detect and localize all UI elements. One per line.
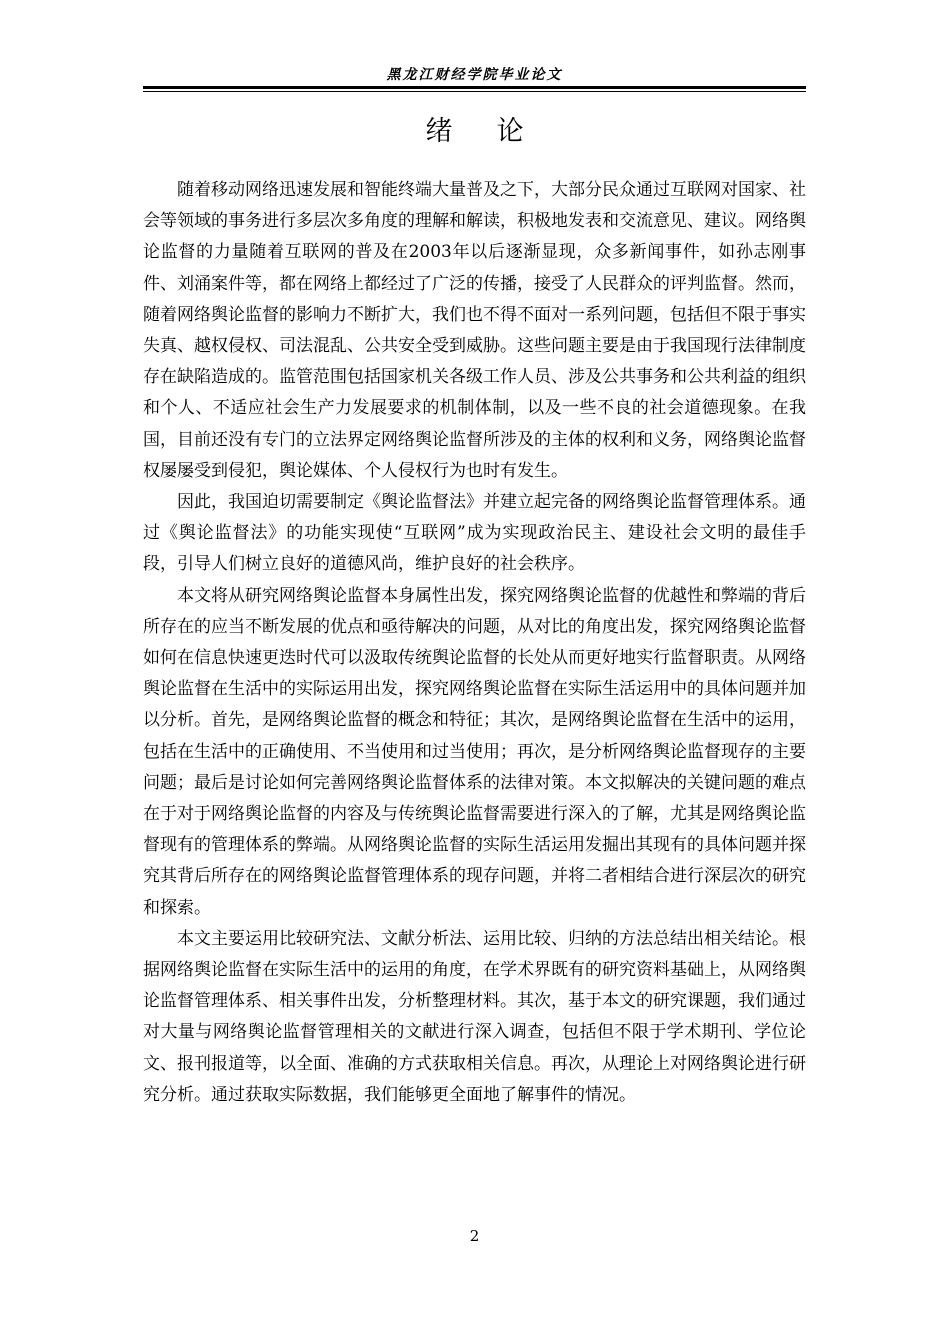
paragraph: 因此，我国迫切需要制定《舆论监督法》并建立起完备的网络舆论监督管理体系。通过《舆论监督法》的功能实现使“互联网”成为实现政治民主、建设社会文明的最佳手段，引导人们树立良好的道德风尚，维护良好的社会秩序。 [143,492,806,575]
body-text [143,175,806,1111]
header-rule-thick [143,86,806,89]
header-rule-thin [143,91,806,92]
paragraph: 本文将从研究网络舆论监督本身属性出发，探究网络舆论监督的优越性和弊端的背后所存在的应当不断发展的优点和亟待解决的问题，从对比的角度出发，探究网络舆论监督如何在信息快速更迭时代可以汲取传统舆论监督的长处从而更好地实行监督职责。从网络舆论监督在生活中的实际运用出发，探究网络舆论监督在实际生活运用中的具体问题并加以分析。首先，是网络舆论监督的概念和特征；其次，是网络舆论监督在生活中的运用，包括在生活中的正确使用、不当使用和过当使用；再次，是分析网络舆论监督现存的主要问题；最后是讨论如何完善网络舆论监督体系的法律对策。本文拟解决的关键问题的难点在于对于网络舆论监督的内容及与传统舆论监督需要进行深入的了解，尤其是网络舆论监督现有的管理体系的弊端。从网络舆论监督的实际生活运用发掘出其现有的具体问题并探究其背后所存在的网络舆论监督管理体系的现存问题，并将二者相结合进行深层次的研究和探索。 [143,585,806,918]
paragraph: 本文主要运用比较研究法、文献分析法、运用比较、归纳的方法总结出相关结论。根据网络舆论监督在实际生活中的运用的角度，在学术界既有的研究资料基础上，从网络舆论监督管理体系、相关事件出发，分析整理材料。其次，基于本文的研究课题，我们通过对大量与网络舆论监督管理相关的文献进行深入调查，包括但不限于学术期刊、学位论文、报刊报道等，以全面、准确的方式获取相关信息。再次，从理论上对网络舆论进行研究分析。通过获取实际数据，我们能够更全面地了解事件的情况。 [143,928,806,1105]
header-title: 黑龙江财经学院毕业论文 [386,67,563,83]
page-number: 2 [469,1227,480,1245]
page-header [143,64,806,92]
paragraph: 随着移动网络迅速发展和智能终端大量普及之下，大部分民众通过互联网对国家、社会等领域的事务进行多层次多角度的理解和解读，积极地发表和交流意见、建议。网络舆论监督的力量随着互联网的普及在2003年以后逐渐显现，众多新闻事件，如孙志刚事件、刘涌案件等，都在网络上都经过了广泛的传播，接受了人民群众的评判监督。然而，随着网络舆论监督的影响力不断扩大，我们也不得不面对一系列问题，包括但不限于事实失真、越权侵权、司法混乱、公共安全受到威胁。这些问题主要是由于我国现行法律制度存在缺陷造成的。监管范围包括国家机关各级工作人员、涉及公共事务和公共利益的组织和个人、不适应社会生产力发展要求的机制体制，以及一些不良的社会道德现象。在我国，目前还没有专门的立法界定网络舆论监督所涉及的主体的权利和义务，网络舆论监督权屡屡受到侵犯，舆论媒体、个人侵权行为也时有发生。 [143,180,806,481]
section-title: 绪论 [425,116,568,147]
